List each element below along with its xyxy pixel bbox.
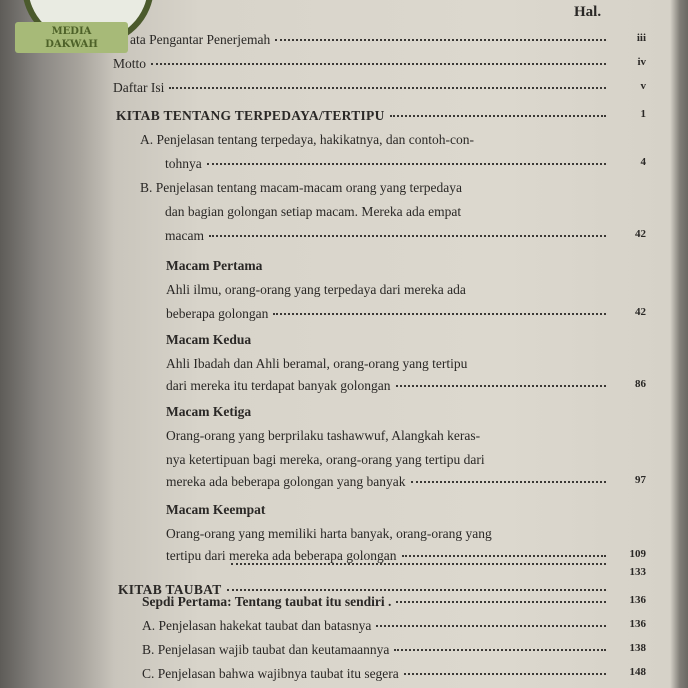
toc-entry-title: Orang-orang yang berprilaku tashawwuf, Alangkah keras- xyxy=(166,428,481,443)
toc-entry-title: Macam Ketiga xyxy=(166,404,252,419)
watermark-logo xyxy=(15,22,128,53)
dot-leader xyxy=(227,589,607,591)
dot-leader xyxy=(151,63,606,65)
toc-entry xyxy=(166,428,610,448)
toc-entry-page: 97 xyxy=(635,474,646,486)
dot-leader xyxy=(396,385,606,387)
toc-entry-title: C. Penjelasan bahwa wajibnya taubat itu segera xyxy=(142,666,399,681)
toc-entry xyxy=(166,404,610,424)
toc-entry xyxy=(116,108,646,128)
toc-entry-title: Ahli Ibadah dan Ahli beramal, orang-orang yang tertipu xyxy=(166,356,468,371)
toc-entry-title: tohnya xyxy=(165,156,202,171)
page-column-header: Hal. xyxy=(574,4,602,20)
toc-entry-page: 42 xyxy=(635,228,646,240)
toc-entry-title: dan bagian golongan setiap macam. Mereka ada empat xyxy=(165,204,462,219)
toc-entry xyxy=(130,32,646,52)
toc-entry-title: Orang-orang yang memiliki harta banyak, orang-orang yang xyxy=(166,526,492,541)
toc-entry xyxy=(142,618,646,638)
toc-entry-page: 136 xyxy=(629,618,646,630)
toc-entry xyxy=(113,80,646,100)
toc-entry-title: ata Pengantar Penerjemah xyxy=(130,32,271,47)
toc-entry-title: Motto xyxy=(113,56,147,71)
logo-line2: DAKWAH xyxy=(45,39,98,50)
toc-entry xyxy=(165,156,646,176)
toc-entry-page: 136 xyxy=(629,594,646,606)
toc-entry xyxy=(166,356,610,376)
toc-entry xyxy=(166,378,646,398)
dot-leader xyxy=(404,673,606,675)
toc-entry-title: KITAB TAUBAT xyxy=(118,582,222,597)
dot-leader xyxy=(394,649,606,651)
toc-entry-title: macam xyxy=(165,228,204,243)
toc-entry xyxy=(166,258,610,278)
toc-entry-title: tertipu dari mereka ada beberapa golongan xyxy=(166,548,397,563)
toc-entry-page: 86 xyxy=(635,378,646,390)
toc-entry-title: Macam Kedua xyxy=(166,332,252,347)
toc-entry-title: beberapa golongan xyxy=(166,306,269,321)
toc-entry-title: B. Penjelasan wajib taubat dan keutamaannya xyxy=(142,642,390,657)
toc-entry-page: 148 xyxy=(629,666,646,678)
toc-entry xyxy=(166,474,646,494)
toc-entry-title: Macam Keempat xyxy=(166,502,266,517)
dot-leader xyxy=(273,313,606,315)
dot-leader xyxy=(209,235,606,237)
dot-leader xyxy=(402,555,606,557)
toc-entry-page: iv xyxy=(637,56,646,68)
toc-entry-title: Ahli ilmu, orang-orang yang terpedaya dari mereka ada xyxy=(166,282,466,297)
toc-entry xyxy=(165,204,610,224)
toc-entry-title: Daftar Isi xyxy=(113,80,165,95)
dot-leader xyxy=(207,163,606,165)
toc-entry-page: 133 xyxy=(629,566,646,578)
toc-entry xyxy=(142,594,646,614)
toc-entry-page: 4 xyxy=(640,156,646,168)
toc-entry xyxy=(166,306,646,326)
toc-entry-page: v xyxy=(640,80,646,92)
toc-entry xyxy=(140,132,610,152)
toc-entry xyxy=(142,642,646,662)
toc-entry xyxy=(142,666,646,686)
toc-entry xyxy=(165,228,646,248)
dot-leader xyxy=(169,87,606,89)
dot-leader xyxy=(396,601,606,603)
toc-entry-page: 42 xyxy=(635,306,646,318)
toc-entry xyxy=(166,332,610,352)
toc-entry-page: 1 xyxy=(640,108,646,120)
toc-entry-title: Macam Pertama xyxy=(166,258,263,273)
toc-entry-title: A. Penjelasan hakekat taubat dan batasnya xyxy=(142,618,372,633)
toc-entry-title: KITAB TENTANG TERPEDAYA/TERTIPU xyxy=(116,108,385,123)
toc-entry xyxy=(166,548,646,568)
toc-entry-title: A. Penjelasan tentang terpedaya, hakikatnya, dan contoh-con- xyxy=(140,132,474,147)
dot-leader xyxy=(275,39,606,41)
toc-entry-title: mereka ada beberapa golongan yang banyak xyxy=(166,474,406,489)
toc-entry-title: B. Penjelasan tentang macam-macam orang yang terpedaya xyxy=(140,180,462,195)
logo-line1: MEDIA xyxy=(51,26,92,37)
toc-entry xyxy=(166,452,610,472)
toc-entry xyxy=(166,502,610,522)
toc-entry-title: dari mereka itu terdapat banyak golongan xyxy=(166,378,391,393)
toc-entry xyxy=(140,180,610,200)
toc-entry xyxy=(166,526,610,546)
toc-entry-title: nya ketertipuan bagi mereka, orang-orang yang tertipu dari xyxy=(166,452,485,467)
toc-entry-page: 109 xyxy=(629,548,646,560)
dot-leader xyxy=(411,481,606,483)
dot-leader xyxy=(376,625,606,627)
toc-entry xyxy=(113,56,646,76)
toc-entry xyxy=(166,282,610,302)
dot-leader xyxy=(231,563,606,565)
toc-entry-title: Sepdi Pertama: Tentang taubat itu sendiri . xyxy=(142,594,392,609)
toc-entry-page: iii xyxy=(636,32,646,44)
toc-entry-page: 138 xyxy=(629,642,646,654)
dot-leader xyxy=(390,115,606,117)
